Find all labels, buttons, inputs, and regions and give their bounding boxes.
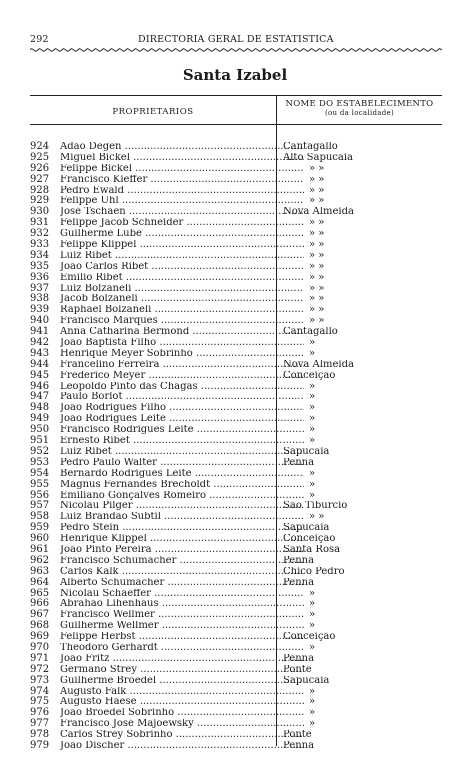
- table-row: [30, 730, 442, 741]
- row-number: 939: [30, 304, 50, 316]
- table-row: [30, 392, 442, 403]
- table-row: [30, 207, 442, 218]
- running-title: DIRECTORIA GERAL DE ESTATISTICA: [138, 34, 334, 45]
- table-row: [30, 414, 442, 425]
- table-row: [30, 349, 442, 360]
- owner-name: João Pinto Pereira .....: [60, 545, 304, 556]
- table-row: [30, 578, 442, 589]
- table-row: [30, 436, 442, 447]
- owner-name: Pedro Stein .....: [60, 523, 304, 534]
- owner-name: Leopoldo Pinto das Chagas .....: [60, 382, 304, 393]
- row-number: 951: [30, 435, 50, 447]
- table-row: [30, 632, 442, 643]
- row-number: 954: [30, 467, 50, 479]
- table-row: [30, 741, 442, 752]
- owner-name: João Broedel Sobrinho .....: [60, 708, 304, 719]
- establishment-name: »: [309, 468, 316, 479]
- table-row: [30, 567, 442, 578]
- table-row: [30, 229, 442, 240]
- table-header-top-rule: [30, 95, 442, 96]
- owner-name: Henrique Klippel .....: [60, 534, 304, 545]
- table-row: [30, 687, 442, 698]
- owner-name: Paulo Borlot .....: [60, 392, 304, 403]
- owner-name: João Rodrigues Filho .....: [60, 403, 304, 414]
- table-row: [30, 284, 442, 295]
- table-row: [30, 251, 442, 262]
- column-header-establishment-sub: (ou da localidade): [325, 109, 394, 117]
- row-number: 935: [30, 260, 50, 272]
- row-number: 928: [30, 184, 50, 196]
- owner-name: Nicolau Schaeffer .....: [60, 589, 304, 600]
- establishment-name: Sapucaia: [283, 523, 330, 534]
- row-number: 958: [30, 511, 50, 523]
- table-row: [30, 556, 442, 567]
- establishment-name: Conceição: [283, 632, 336, 643]
- row-number: 941: [30, 326, 50, 338]
- establishment-name: »: [309, 588, 316, 599]
- establishment-name: »: [309, 697, 316, 708]
- owner-name: João Fritz .....: [60, 654, 304, 665]
- establishment-name: »: [309, 436, 316, 447]
- establishment-name: »: [309, 414, 316, 425]
- owner-name: Francisco Marques .....: [60, 316, 304, 327]
- establishment-name: »: [309, 599, 316, 610]
- table-row: [30, 534, 442, 545]
- table-row: [30, 491, 442, 502]
- establishment-name: Sapucaia: [283, 446, 330, 457]
- row-number: 968: [30, 620, 50, 632]
- establishment-name: » »: [309, 163, 325, 174]
- owner-name: Abrahão Lihenhaus .....: [60, 599, 304, 610]
- owner-name: Francelino Ferreira .....: [60, 360, 304, 371]
- owner-name: Frederico Meyer .....: [60, 371, 304, 382]
- table-header-bottom-rule: [30, 124, 442, 125]
- establishment-name: »: [309, 479, 316, 490]
- row-number: 940: [30, 315, 50, 327]
- establishment-name: Penna: [283, 577, 315, 588]
- owner-name: Miguel Bickel .....: [60, 153, 304, 164]
- table-row: [30, 697, 442, 708]
- table-row: [30, 175, 442, 186]
- establishment-name: » »: [309, 218, 325, 229]
- establishment-name: »: [309, 425, 316, 436]
- establishment-name: »: [309, 381, 316, 392]
- row-number: 969: [30, 631, 50, 643]
- owner-name: Henrique Meyer Sobrinho .....: [60, 349, 304, 360]
- establishment-name: »: [309, 392, 316, 403]
- establishment-name: Penna: [283, 653, 315, 664]
- row-number: 953: [30, 456, 50, 468]
- row-number: 956: [30, 489, 50, 501]
- row-number: 926: [30, 162, 50, 174]
- owner-name: Francisco Rodrigues Leite .....: [60, 425, 304, 436]
- row-number: 931: [30, 217, 50, 229]
- table-row: [30, 196, 442, 207]
- establishment-name: Cantagallo: [283, 142, 338, 152]
- establishment-name: »: [309, 403, 316, 414]
- table-row: [30, 338, 442, 349]
- table-row: [30, 164, 442, 175]
- table-row: [30, 654, 442, 665]
- owner-name: Anna Catharina Bermond .....: [60, 327, 304, 338]
- page-number: 292: [30, 34, 49, 45]
- table-row: [30, 262, 442, 273]
- owner-name: Bernardo Rodrigues Leite .....: [60, 469, 304, 480]
- owner-name: Felippe Klippel .....: [60, 240, 304, 251]
- owner-name: Nicolau Pilger .....: [60, 501, 304, 512]
- row-number: 945: [30, 369, 50, 381]
- table-row: [30, 621, 442, 632]
- row-number: 947: [30, 391, 50, 403]
- establishment-name: » »: [309, 250, 325, 261]
- establishment-name: Ponte: [283, 664, 312, 675]
- row-number: 965: [30, 587, 50, 599]
- row-number: 936: [30, 271, 50, 283]
- row-number: 938: [30, 293, 50, 305]
- owner-name: Luiz Ribet .....: [60, 251, 304, 262]
- column-header-owners: PROPRIETARIOS: [112, 107, 194, 117]
- establishment-name: »: [309, 338, 316, 349]
- table-row: [30, 240, 442, 251]
- establishment-name: Conceição: [283, 370, 336, 381]
- owner-name: Luiz Brandão Subtil .....: [60, 512, 304, 523]
- row-number: 957: [30, 500, 50, 512]
- table-row: [30, 294, 442, 305]
- establishment-name: Penna: [283, 555, 315, 566]
- establishment-name: » »: [309, 174, 325, 185]
- establishment-name: Santa Rosa: [283, 544, 341, 555]
- row-number: 964: [30, 576, 50, 588]
- owner-name: Felippe Herbst .....: [60, 632, 304, 643]
- table-row: [30, 643, 442, 654]
- row-number: 967: [30, 609, 50, 621]
- establishment-name: » »: [309, 316, 325, 327]
- table-row: [30, 676, 442, 687]
- row-number: 960: [30, 533, 50, 545]
- owner-name: Carlos Strey Sobrinho .....: [60, 730, 304, 741]
- owner-name: João Rodrigues Leite .....: [60, 414, 304, 425]
- establishment-name: Ponte: [283, 730, 312, 741]
- owner-name: Felippe Bickel .....: [60, 164, 304, 175]
- table-row: [30, 545, 442, 556]
- owner-name: Francisco José Majoewsky .....: [60, 719, 304, 730]
- establishment-name: Penna: [283, 740, 315, 751]
- row-number: 959: [30, 522, 50, 534]
- row-number: 962: [30, 554, 50, 566]
- table-row: [30, 382, 442, 393]
- column-header-establishment: [277, 100, 442, 118]
- owner-name: Luiz Bolzaneli .....: [60, 284, 304, 295]
- establishment-name: Sapucaia: [283, 675, 330, 686]
- establishment-name: Conceição: [283, 534, 336, 545]
- table-row: [30, 719, 442, 730]
- row-number: 934: [30, 249, 50, 261]
- column-header-establishment-main: NOME DO ESTABELECIMENTO: [285, 99, 434, 109]
- establishment-name: » »: [309, 229, 325, 240]
- owner-name: Francisco Wellmer .....: [60, 610, 304, 621]
- row-number: 930: [30, 206, 50, 218]
- establishment-name: »: [309, 490, 316, 501]
- row-number: 975: [30, 696, 50, 708]
- table-row: [30, 512, 442, 523]
- establishment-name: »: [309, 719, 316, 730]
- establishment-name: » »: [309, 261, 325, 272]
- establishment-name: » »: [309, 185, 325, 196]
- establishment-name: »: [309, 621, 316, 632]
- table-row: [30, 305, 442, 316]
- table-row: [30, 273, 442, 284]
- row-number: 972: [30, 663, 50, 675]
- owner-name: Theodoro Gerhardt .....: [60, 643, 304, 654]
- table-row: [30, 142, 442, 153]
- establishment-name: São Tiburcio: [283, 501, 348, 512]
- establishment-name: » »: [309, 512, 325, 523]
- table-row: [30, 316, 442, 327]
- owner-name: Magnus Fernandes Brecholdt .....: [60, 480, 304, 491]
- table-row: [30, 469, 442, 480]
- table-row: [30, 447, 442, 458]
- row-number: 963: [30, 565, 50, 577]
- table-row: [30, 403, 442, 414]
- row-number: 970: [30, 641, 50, 653]
- establishment-name: Nova Almeida: [283, 359, 354, 370]
- owner-name: Augusto Haese .....: [60, 697, 304, 708]
- row-number: 949: [30, 413, 50, 425]
- establishment-name: Cantagallo: [283, 327, 338, 338]
- owner-name: Raphael Bolzaneli .....: [60, 305, 304, 316]
- row-number: 950: [30, 424, 50, 436]
- section-title: Santa Izabel: [182, 66, 288, 84]
- owner-name: Emiliano Gonçalves Romeiro .....: [60, 491, 304, 502]
- owner-name: José Tschaen .....: [60, 207, 304, 218]
- establishment-name: » »: [309, 240, 325, 251]
- establishment-name: » »: [309, 294, 325, 305]
- owner-name: Adão Degen .....: [60, 142, 304, 153]
- table-row: [30, 589, 442, 600]
- owner-name: Germano Strey .....: [60, 665, 304, 676]
- row-number: 955: [30, 478, 50, 490]
- establishment-name: »: [309, 642, 316, 653]
- table-row: [30, 153, 442, 164]
- table-row: [30, 501, 442, 512]
- row-number: 925: [30, 151, 50, 163]
- establishment-name: » »: [309, 272, 325, 283]
- row-number: 961: [30, 543, 50, 555]
- table-row: [30, 360, 442, 371]
- running-head: [30, 34, 442, 48]
- owner-name: João Carlos Ribet .....: [60, 262, 304, 273]
- establishment-name: »: [309, 348, 316, 359]
- owner-name: Luiz Ribet .....: [60, 447, 304, 458]
- row-number: 971: [30, 652, 50, 664]
- establishment-name: »: [309, 610, 316, 621]
- row-number: 937: [30, 282, 50, 294]
- table-row: [30, 458, 442, 469]
- row-number: 977: [30, 718, 50, 730]
- table-row: [30, 599, 442, 610]
- owner-name: Felippe Uhl .....: [60, 196, 304, 207]
- row-number: 943: [30, 347, 50, 359]
- table-body: [30, 142, 442, 752]
- table-row: [30, 610, 442, 621]
- establishment-name: » »: [309, 283, 325, 294]
- owner-name: Guilherme Broedel .....: [60, 676, 304, 687]
- row-number: 933: [30, 239, 50, 251]
- owner-name: Felippe Jacob Schneider .....: [60, 218, 304, 229]
- table-row: [30, 327, 442, 338]
- row-number: 978: [30, 729, 50, 741]
- wavy-rule: [30, 47, 442, 53]
- table-row: [30, 371, 442, 382]
- establishment-name: Penna: [283, 457, 315, 468]
- owner-name: Carlos Kalk .....: [60, 567, 304, 578]
- establishment-name: » »: [309, 305, 325, 316]
- establishment-name: » »: [309, 196, 325, 207]
- owner-name: Guilherme Wellmer .....: [60, 621, 304, 632]
- owner-name: Emilio Ribet .....: [60, 273, 304, 284]
- owner-name: Francisco Schumacher .....: [60, 556, 304, 567]
- table-row: [30, 186, 442, 197]
- owner-name: Jacob Bolzaneli .....: [60, 294, 304, 305]
- establishment-name: »: [309, 708, 316, 719]
- establishment-name: Alto Sapucaia: [283, 152, 354, 163]
- establishment-name: Chico Pedro: [283, 566, 345, 577]
- row-number: 924: [30, 141, 50, 152]
- owner-name: João Discher .....: [60, 741, 304, 752]
- owner-name: Guilherme Lube .....: [60, 229, 304, 240]
- table-row: [30, 425, 442, 436]
- row-number: 966: [30, 598, 50, 610]
- row-number: 948: [30, 402, 50, 414]
- row-number: 944: [30, 358, 50, 370]
- table-row: [30, 480, 442, 491]
- table-row: [30, 218, 442, 229]
- owner-name: Pedro Ewald .....: [60, 186, 304, 197]
- row-number: 929: [30, 195, 50, 207]
- owner-name: Pedro Paulo Walter .....: [60, 458, 304, 469]
- owner-name: Augusto Falk .....: [60, 687, 304, 698]
- row-number: 942: [30, 337, 50, 349]
- row-number: 952: [30, 445, 50, 457]
- owner-name: João Baptista Filho .....: [60, 338, 304, 349]
- owner-name: Alberto Schumacher .....: [60, 578, 304, 589]
- table-row: [30, 665, 442, 676]
- establishment-name: »: [309, 686, 316, 697]
- owner-name: Ernesto Ribet .....: [60, 436, 304, 447]
- row-number: 976: [30, 707, 50, 719]
- owner-name: Francisco Kieffer .....: [60, 175, 304, 186]
- table-row: [30, 708, 442, 719]
- row-number: 932: [30, 228, 50, 240]
- row-number: 927: [30, 173, 50, 185]
- row-number: 974: [30, 685, 50, 697]
- row-number: 946: [30, 380, 50, 392]
- row-number: 973: [30, 674, 50, 686]
- row-number: 979: [30, 739, 50, 751]
- table-row: [30, 523, 442, 534]
- establishment-name: Nova Almeida: [283, 207, 354, 218]
